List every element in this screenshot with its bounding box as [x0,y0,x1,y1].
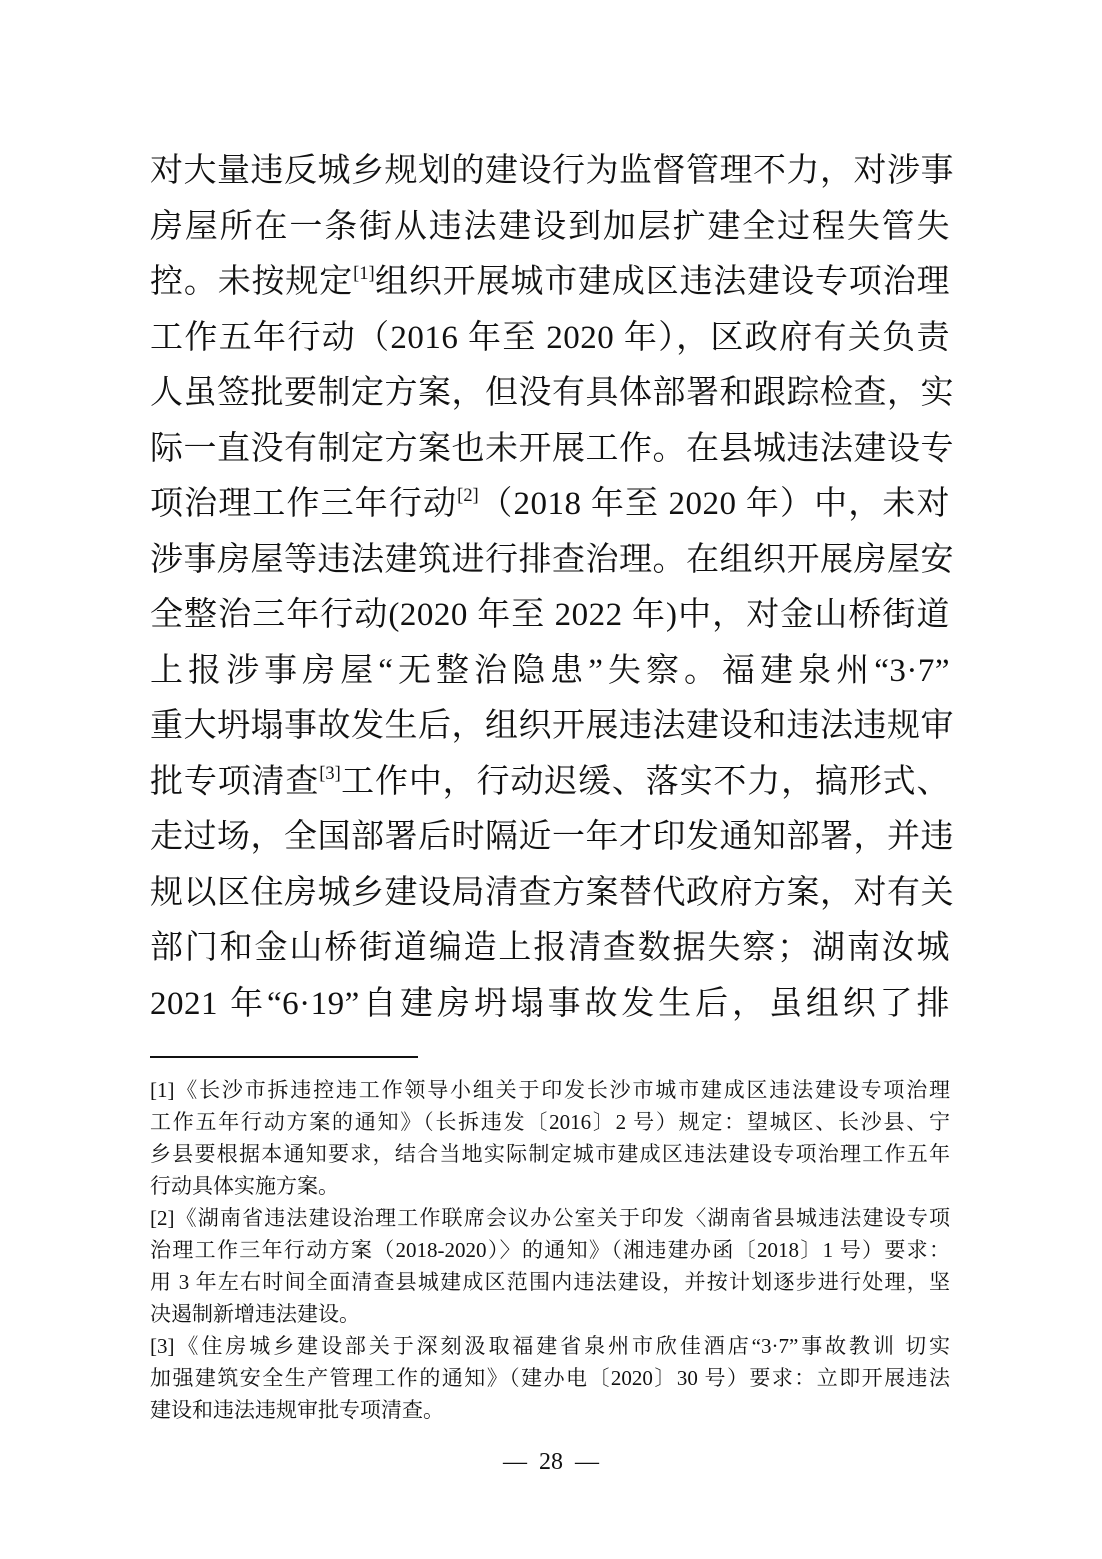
body-line: 人虽签批要制定方案，但没有具体部署和跟踪检查，实 [150,375,954,411]
body-line: 批专项清查[3]工作中，行动迟缓、落实不力，搞形式、 [150,762,951,800]
footnote-separator [150,1056,418,1058]
body-line: 际一直没有制定方案也未开展工作。在县城违法建设专 [150,430,954,467]
footnote-line: [1]《长沙市拆违控违工作领导小组关于印发长沙市城市建成区违法建设专项治理 [150,1078,950,1102]
body-line: 规以区住房城乡建设局清查方案替代政府方案，对有关 [150,874,954,911]
footnote-line: 行动具体实施方案。 [150,1174,339,1198]
body-text-block [150,144,954,1032]
page-number: — 28 — [503,1449,599,1475]
body-line: 涉事房屋等违法建筑进行排查治理。在组织开展房屋安 [150,541,954,578]
footnote-ref: [3] [319,762,341,783]
body-line: 对大量违反城乡规划的建设行为监督管理不力，对涉事 [150,153,954,189]
body-line: 全整治三年行动(2020 年至 2022 年)中，对金山桥街道 [150,597,950,633]
body-line: 部门和金山桥街道编造上报清查数据失察；湖南汝城 [150,930,950,966]
footnote-line: 决遏制新增违法建设。 [150,1302,360,1326]
body-line: 重大坍塌事故发生后，组织开展违法建设和违法违规审 [150,708,954,744]
body-line: 项治理工作三年行动[2]（2018 年至 2020 年）中，未对 [150,485,951,522]
footnote-line: [3]《住房城乡建设部关于深刻汲取福建省泉州市欣佳酒店“3·7”事故教训 切实 [150,1334,950,1358]
footnote-line: 用 3 年左右时间全面清查县城建成区范围内违法建设，并按计划逐步进行处理，坚 [150,1270,950,1294]
footnote-line: 加强建筑安全生产管理工作的通知》（建办电〔2020〕30 号）要求：立即开展违法 [150,1366,950,1390]
body-line: 上报涉事房屋“无整治隐患”失察。福建泉州“3·7” [150,652,950,689]
body-line: 工作五年行动（2016 年至 2020 年），区政府有关负责 [150,319,950,356]
footnote-line: [2]《湖南省违法建设治理工作联席会议办公室关于印发〈湖南省县城违法建设专项 [150,1206,950,1230]
body-line: 走过场，全国部署后时隔近一年才印发通知部署，并违 [150,819,954,855]
body-line: 2021 年“6·19”自建房坍塌事故发生后，虽组织了排 [150,985,950,1022]
body-line: 房屋所在一条街从违法建设到加层扩建全过程失管失 [150,208,950,245]
footnotes-block [150,1074,950,1426]
footnote-line: 建设和违法违规审批专项清查。 [150,1398,444,1422]
body-line: 控。未按规定[1]组织开展城市建成区违法建设专项治理 [150,263,951,300]
footnote-ref: [1] [353,263,375,283]
footnote-line: 治理工作三年行动方案（2018-2020）〉的通知》（湘违建办函〔2018〕1 号）要求： [150,1238,950,1262]
footnote-line: 乡县要根据本通知要求，结合当地实际制定城市建成区违法建设专项治理工作五年 [150,1142,950,1166]
footnote-ref: [2] [457,485,479,505]
footnote-line: 工作五年行动方案的通知》（长拆违发〔2016〕2 号）规定：望城区、长沙县、宁 [150,1110,950,1134]
